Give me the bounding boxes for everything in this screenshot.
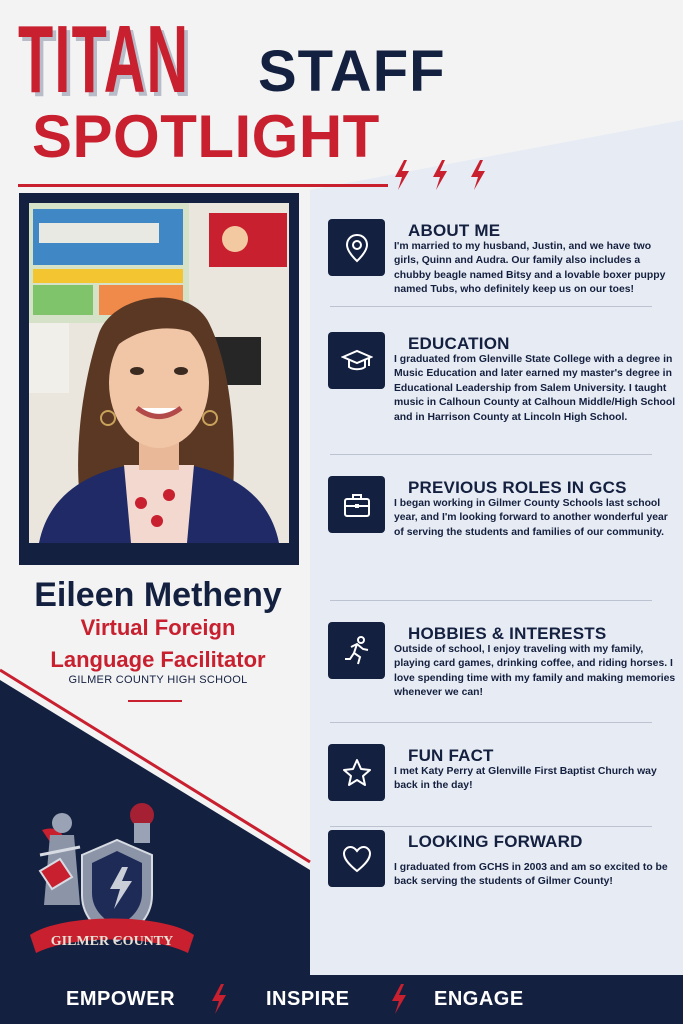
location-pin-icon (341, 232, 373, 264)
briefcase-icon (341, 489, 373, 521)
education-icon-box (328, 332, 385, 389)
portrait-photo (29, 203, 289, 543)
section-divider (330, 306, 652, 307)
section-body: I met Katy Perry at Glenville First Baptist Church way back in the day! (394, 766, 657, 792)
section-divider (330, 722, 652, 723)
section-body: I graduated from GCHS in 2003 and am so excited to be back serving the students of Gilmer County! (394, 862, 668, 888)
portrait-frame (19, 193, 299, 565)
section-title: FUN FACT (408, 746, 494, 765)
graduation-cap-icon (341, 345, 373, 377)
section-divider (330, 600, 652, 601)
staff-role-line-2: Language Facilitator (50, 647, 266, 672)
section-title: EDUCATION (408, 334, 510, 353)
header-titan-title: TITAN (18, 6, 190, 113)
header-lightning-bolts (392, 160, 488, 190)
section-divider (330, 454, 652, 455)
section-title: PREVIOUS ROLES IN GCS (408, 478, 627, 497)
footer-word-empower: EMPOWER (66, 988, 176, 1010)
lightning-bolt-icon (208, 984, 230, 1014)
lightning-bolt-icon (430, 160, 450, 190)
running-person-icon (341, 635, 373, 667)
section-title: HOBBIES & INTERESTS (408, 624, 607, 643)
staff-name: Eileen Metheny (34, 576, 282, 614)
section-body: I graduated from Glenville State College with a degree in Music Education and later earned my master's degree in Educational Leadership from Salem University. I taught music in Calhoun County at Calhoun Middle/High School and in Harrison County at Lincoln High School. (394, 354, 676, 423)
star-icon (341, 757, 373, 789)
hobbies-icon-box (328, 622, 385, 679)
section-title: ABOUT ME (408, 221, 501, 240)
footer-word-inspire: INSPIRE (266, 988, 350, 1010)
heart-icon (341, 843, 373, 875)
staff-role-line-1: Virtual Foreign (80, 615, 236, 640)
footer-word-engage: ENGAGE (434, 988, 524, 1010)
lightning-bolt-icon (388, 984, 410, 1014)
section-title: LOOKING FORWARD (408, 832, 583, 851)
header-divider (18, 184, 388, 187)
name-divider (128, 700, 182, 702)
school-name: GILMER COUNTY HIGH SCHOOL (68, 674, 248, 686)
about-me-icon-box (328, 219, 385, 276)
section-body: I began working in Gilmer County Schools last school year, and I'm looking forward to another wonderful year of serving the students and families of our community. (394, 498, 668, 538)
section-divider (330, 826, 652, 827)
looking-forward-icon-box (328, 830, 385, 887)
header-staff-title: STAFF (258, 39, 446, 104)
header-spotlight-title: SPOTLIGHT (32, 103, 380, 170)
lightning-bolt-icon (468, 160, 488, 190)
lightning-bolt-icon (392, 160, 412, 190)
section-body: I'm married to my husband, Justin, and we have two girls, Quinn and Audra. Our family also includes a chubby beagle named Bitsy and a lovable boxer puppy named Tubs, who definitely keep us on our toes! (394, 241, 666, 296)
portrait-illustration (29, 203, 289, 543)
staff-role (0, 612, 316, 676)
section-body: Outside of school, I enjoy traveling with my family, playing card games, drinking coffee, and riding horses. I love spending time with my family and making memories whenever we can! (394, 644, 676, 699)
previous-roles-icon-box (328, 476, 385, 533)
gilmer-county-titan-logo (22, 785, 202, 965)
logo-text: GILMER COUNTY (50, 934, 174, 949)
fun-fact-icon-box (328, 744, 385, 801)
